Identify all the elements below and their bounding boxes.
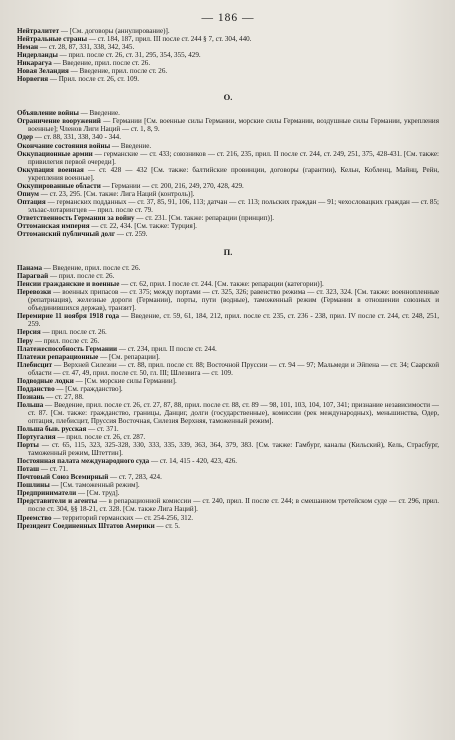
entry-references: — [См. таможенный режим].: [49, 481, 140, 490]
index-entry: [17, 385, 439, 393]
entry-term: Оккупационные армии: [17, 149, 93, 158]
entry-references: — ст. 234, прил. II после ст. 244.: [117, 344, 217, 353]
entry-references: — Введение, прил. после ст. 26.: [51, 59, 151, 68]
entry-references: — ст. 7, 283, 424.: [108, 473, 162, 482]
entry-term: Персия: [17, 328, 41, 337]
entry-term: Пенсии гражданские и военные: [17, 280, 120, 289]
entry-term: Польша: [17, 400, 44, 409]
entry-term: Пошлины: [17, 481, 50, 490]
entry-references: — прил. после ст. 26, ст. 287.: [55, 433, 146, 442]
entry-references: — военных припасов — ст. 375; между портами — ст. 325, 326; равенство режима — ст. 323, 324. [См. также: военнопленные (репатриация), железные дороги (Германии), порты, пути (водные), таможенный режим (Германии в отношении союзных и объединившихся держав), транзит].: [28, 288, 439, 313]
entry-term: Плебисцит: [17, 360, 53, 369]
entry-references: — территорий германских — ст. 254-256, 312.: [51, 513, 194, 522]
index-entry: [17, 109, 439, 117]
entry-references: — ст. 65, 115, 323, 325-328, 330, 333, 335, 339, 363, 364, 379, 383. [См. также: Гамбург, каналы (Кильский), Кель, Страсбург, таможенный режим, Штеттин].: [28, 441, 439, 458]
entry-references: — Введение, прил. после ст. 26, ст. 27, 87, 88, прил. после ст. 88, ст. 89 — 98, 101, 103, 104, 107, 341; признание независимости — ст. 87. [См. также: гражданство, границы, Данциг, долги (государственные), комиссии (рек международных), меньшинства, Одер, оптация, плебисцит, Пруссия Восточная, Силезия Верхняя, таможенный режим].: [28, 400, 439, 425]
index-entry: [17, 312, 439, 328]
entry-term: Нейтральные страны: [17, 35, 87, 44]
index-entry: [17, 230, 439, 238]
entry-references: — ст. 14, 415 - 420, 423, 426.: [149, 457, 238, 466]
entry-term: Неман: [17, 43, 39, 52]
index-entry: [17, 198, 439, 214]
index-entry: [17, 272, 439, 280]
index-entry: [17, 142, 439, 150]
entry-term: Президент Соединенных Штатов Америки: [17, 521, 155, 530]
index-entry: [17, 182, 439, 190]
entry-term: Никарагуа: [17, 59, 52, 68]
index-entry: [17, 401, 439, 425]
index-entry: [17, 328, 439, 336]
entry-references: — Введение.: [78, 109, 120, 118]
index-entry: [17, 345, 439, 353]
entry-references: — ст. 23, 295. [См. также: Лига Наций (контроль)].: [38, 189, 195, 198]
entry-references: — Германии — ст. 200, 216, 249, 270, 428, 429.: [100, 181, 244, 190]
entry-references: — Верхней Силезии — ст. 88, прил. после ст. 88; Восточной Пруссии — ст. 94 — 97; Мальмеди и Эйпена — ст. 34; Саарской области — ст. 47, 49, прил. после ст. 50, гл. III; Шлезвига — ст. 109.: [28, 360, 439, 377]
index-entry: [17, 150, 439, 166]
entry-references: — германских подданных — ст. 37, 85, 91, 106, 113; датчан — ст. 113; польских граждан — 91; чехословацких граждан — ст. 85; эльзас-лотарингцев — прил. после ст. 79.: [28, 197, 439, 214]
entry-term: Норвегия: [17, 75, 49, 84]
index-entry: [17, 166, 439, 182]
entry-references: — ст. 371.: [86, 425, 119, 434]
index-entry: [17, 361, 439, 377]
entry-term: Платежи репарационные: [17, 352, 99, 361]
index-entry: [17, 353, 439, 361]
index-entry: [17, 393, 439, 401]
entry-term: Нейтралитет: [17, 27, 60, 35]
entry-references: — прил. после ст. 26.: [33, 336, 100, 345]
entry-references: — германские — ст. 433; союзников — ст. 216, 235, прил. II после ст. 244, ст. 249, 251, 375, 428-431. [См. также: привилегия первой очереди].: [28, 149, 439, 166]
entry-term: Порты: [17, 441, 39, 450]
entry-references: — ст. 184, 187, прил. III после ст. 244 § 7, ст. 304, 440.: [87, 35, 252, 44]
index-entry: [17, 489, 439, 497]
entry-references: — ст. 231. [См. также: репарации (принцип)].: [134, 213, 274, 222]
index-entry: [17, 497, 439, 513]
entry-term: Подводные лодки: [17, 376, 74, 385]
section-letter: О.: [223, 92, 233, 103]
index-entry: [17, 27, 439, 35]
entry-references: — [См. труд].: [76, 489, 120, 498]
entry-term: Оккупированные области: [17, 181, 101, 190]
index-entry: [17, 473, 439, 481]
entry-term: Парагвай: [17, 272, 49, 281]
index-entry: [17, 222, 439, 230]
index-entry: [17, 280, 439, 288]
index-entry: [17, 441, 439, 457]
entry-references: — ст. 88, 331, 338, 340 - 344.: [33, 133, 121, 142]
entry-references: — в репарационной комиссии — ст. 240, прил. II после ст. 244; в смешанном третейском суде — ст. 296, прил. после ст. 304, §§ 18-21, ст. 328. [См. также Лига Наций].: [28, 497, 439, 514]
entry-references: — ст. 259.: [115, 230, 148, 239]
entry-references: — [См. морские силы Германии].: [73, 376, 177, 385]
entry-references: — Введение, прил. после ст. 26.: [68, 67, 168, 76]
entry-references: — ст. 22, 434. [См. также: Турция].: [89, 221, 197, 230]
entry-references: — [См. договоры (аннулирование)].: [59, 27, 170, 35]
entry-references: — прил. после ст. 26, ст. 31, 295, 354, 355, 429.: [57, 51, 201, 60]
index-entry: [17, 337, 439, 345]
entry-term: Представители и агенты: [17, 497, 98, 506]
entry-term: Познань: [17, 392, 45, 401]
index-entry: [17, 214, 439, 222]
entry-term: Окончание состояния войны: [17, 141, 111, 150]
entry-term: Поташ: [17, 465, 40, 474]
index-entry: [17, 481, 439, 489]
index-entry: [17, 59, 439, 67]
index-entry: [17, 67, 439, 75]
entry-references: — ст. 28, 87, 331, 338, 342, 345.: [38, 43, 135, 52]
index-entry: [17, 35, 439, 43]
section-letter: П.: [223, 247, 233, 258]
entry-references: — ст. 5.: [154, 521, 180, 530]
index-entry: [17, 425, 439, 433]
entry-term: Постоянная палата международного суда: [17, 457, 150, 466]
entry-references: — Введение.: [110, 141, 152, 150]
entry-references: — Германии [См. военные силы Германии, морские силы Германии, воздушные силы Германии, укрепления военные]; Членов Лиги Наций — ст. 1, 8, 9.: [28, 117, 439, 134]
entry-term: Оккупация военная: [17, 165, 84, 174]
index-entry: [17, 457, 439, 465]
entry-term: Панама: [17, 264, 43, 273]
entry-term: Ограничение вооружений: [17, 117, 101, 126]
index-entry: [17, 75, 439, 83]
index-entry: [17, 288, 439, 312]
entry-references: — Введение, ст. 59, 61, 184, 212, прил. после ст. 235, ст. 236 - 238, прил. IV после ст. 244, ст. 248, 251, 259.: [28, 312, 439, 329]
entry-term: Перу: [17, 336, 34, 345]
entry-term: Перемирие 11 ноября 1918 года: [17, 312, 120, 321]
entry-references: — прил. после ст. 26.: [48, 272, 115, 281]
entry-term: Объявление войны: [17, 109, 79, 118]
index-entry: [17, 264, 439, 272]
entry-term: Польша быв. русская: [17, 425, 87, 434]
entry-references: — прил. после ст. 26.: [40, 328, 107, 337]
page-number: — 186 —: [201, 12, 255, 24]
entry-term: Преемство: [17, 513, 52, 522]
entry-term: Оптация: [17, 197, 46, 206]
entry-term: Предприниматели: [17, 489, 77, 498]
entry-references: — [См. гражданство].: [54, 384, 123, 393]
index-entry: [17, 43, 439, 51]
index-entry: [17, 514, 439, 522]
entry-term: Почтовый Союз Всемирный: [17, 473, 109, 482]
entry-references: — Прил. после ст. 26, ст. 109.: [48, 75, 140, 84]
entry-term: Подданство: [17, 384, 55, 393]
index-entry: [17, 51, 439, 59]
entry-references: — ст. 27, 88.: [44, 392, 84, 401]
index-body: [17, 27, 439, 530]
entry-term: Одер: [17, 133, 34, 142]
index-entry: [17, 522, 439, 530]
entry-references: — ст. 62, прил. I после ст. 244. [См. также: репарации (категории)].: [119, 280, 324, 289]
entry-references: — ст. 71.: [39, 465, 68, 474]
entry-references: — Введение, прил. после ст. 26.: [42, 264, 141, 273]
entry-references: — ст. 428 — 432 [См. также: балтийские провинции, договоры (гарантии), Кельн, Кобленц, Майнц, Рейн, укрепления военные].: [28, 165, 439, 182]
entry-term: Нидерланды: [17, 51, 58, 60]
entry-term: Перевозки: [17, 288, 52, 297]
entry-term: Оттоманская империя: [17, 221, 90, 230]
entry-term: Платежеспособность Германии: [17, 344, 118, 353]
entry-term: Португалия: [17, 433, 56, 442]
entry-term: Ответственность Германии за войну: [17, 213, 135, 222]
entry-term: Новая Зеландия: [17, 67, 69, 76]
index-entry: [17, 133, 439, 141]
index-entry: [17, 377, 439, 385]
index-entry: [17, 465, 439, 473]
index-entry: [17, 433, 439, 441]
entry-term: Опиум: [17, 189, 39, 198]
index-entry: [17, 190, 439, 198]
entry-references: — [См. репарации].: [98, 352, 160, 361]
index-entry: [17, 117, 439, 133]
entry-term: Оттоманский публичный долг: [17, 230, 116, 239]
